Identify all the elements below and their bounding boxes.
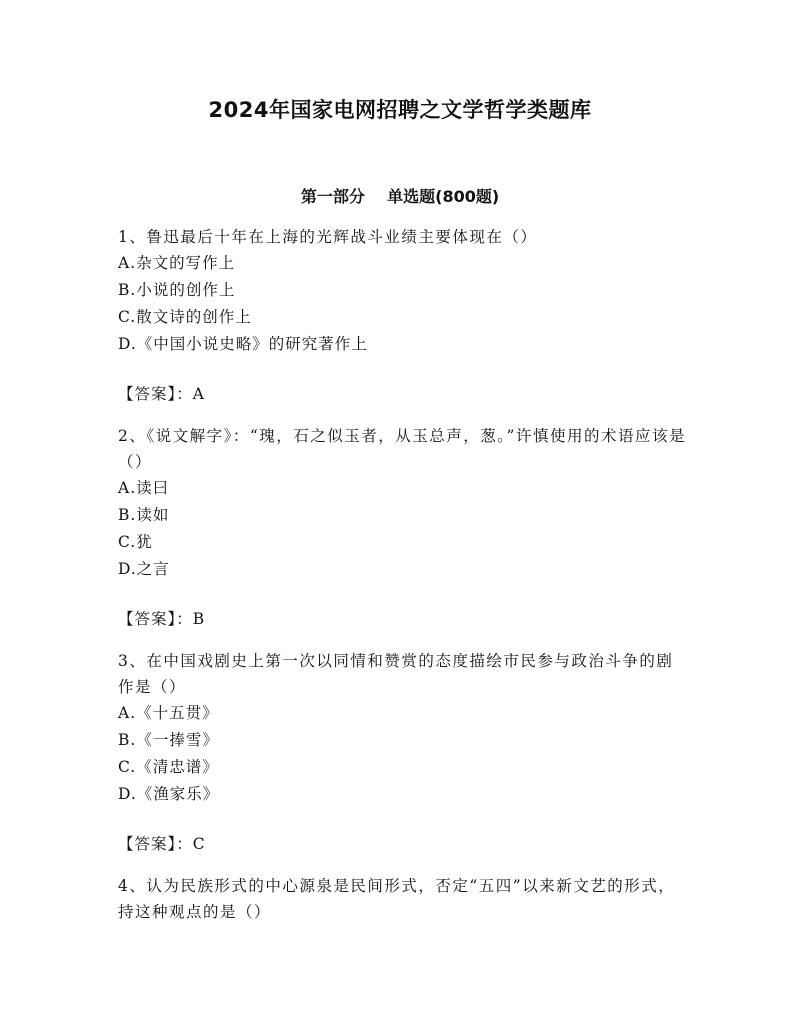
- option-d: D.之言: [118, 560, 170, 578]
- option-b: B.小说的创作上: [118, 281, 236, 299]
- answer-label: 【答案】：: [118, 835, 193, 853]
- question-stem: 1、鲁迅最后十年在上海的光辉战斗业绩主要体现在（）: [118, 228, 538, 246]
- answer-line: [118, 381, 688, 407]
- question-4: [118, 873, 688, 925]
- question-3: [118, 648, 688, 857]
- answer-value: A: [192, 385, 205, 403]
- question-1: [118, 224, 688, 407]
- option-a: A.读曰: [118, 479, 170, 497]
- question-list: [118, 224, 688, 925]
- question-2: [118, 423, 688, 632]
- document-title: 2024年国家电网招聘之文学哲学类题库: [208, 98, 592, 122]
- question-stem: 4、认为民族形式的中心源泉是民间形式，否定“五四”以来新文艺的形式，持这种观点的是（）: [118, 877, 676, 921]
- option-d: D.《渔家乐》: [118, 785, 220, 803]
- option-c: C.《清忠谱》: [118, 758, 219, 776]
- question-stem: 3、在中国戏剧史上第一次以同情和赞赏的态度描绘市民参与政治斗争的剧作是（）: [118, 652, 674, 696]
- question-stem: 2、《说文解字》：“瑰，石之似玉者，从玉总声，葱。”许慎使用的术语应该是（）: [118, 427, 686, 471]
- section-title: 第一部分 单选题(800题): [300, 187, 500, 206]
- option-b: B.读如: [118, 506, 170, 524]
- answer-value: C: [192, 835, 206, 853]
- option-b: B.《一捧雪》: [118, 731, 219, 749]
- answer-line: [118, 831, 688, 857]
- option-a: A.杂文的写作上: [118, 254, 236, 272]
- option-a: A.《十五贯》: [118, 704, 219, 722]
- answer-label: 【答案】：: [118, 610, 193, 628]
- answer-line: [118, 606, 688, 632]
- answer-label: 【答案】：: [118, 385, 193, 403]
- option-c: C.散文诗的创作上: [118, 308, 252, 326]
- answer-value: B: [192, 610, 206, 628]
- option-c: C.犹: [118, 533, 153, 551]
- option-d: D.《中国小说史略》的研究著作上: [118, 335, 368, 353]
